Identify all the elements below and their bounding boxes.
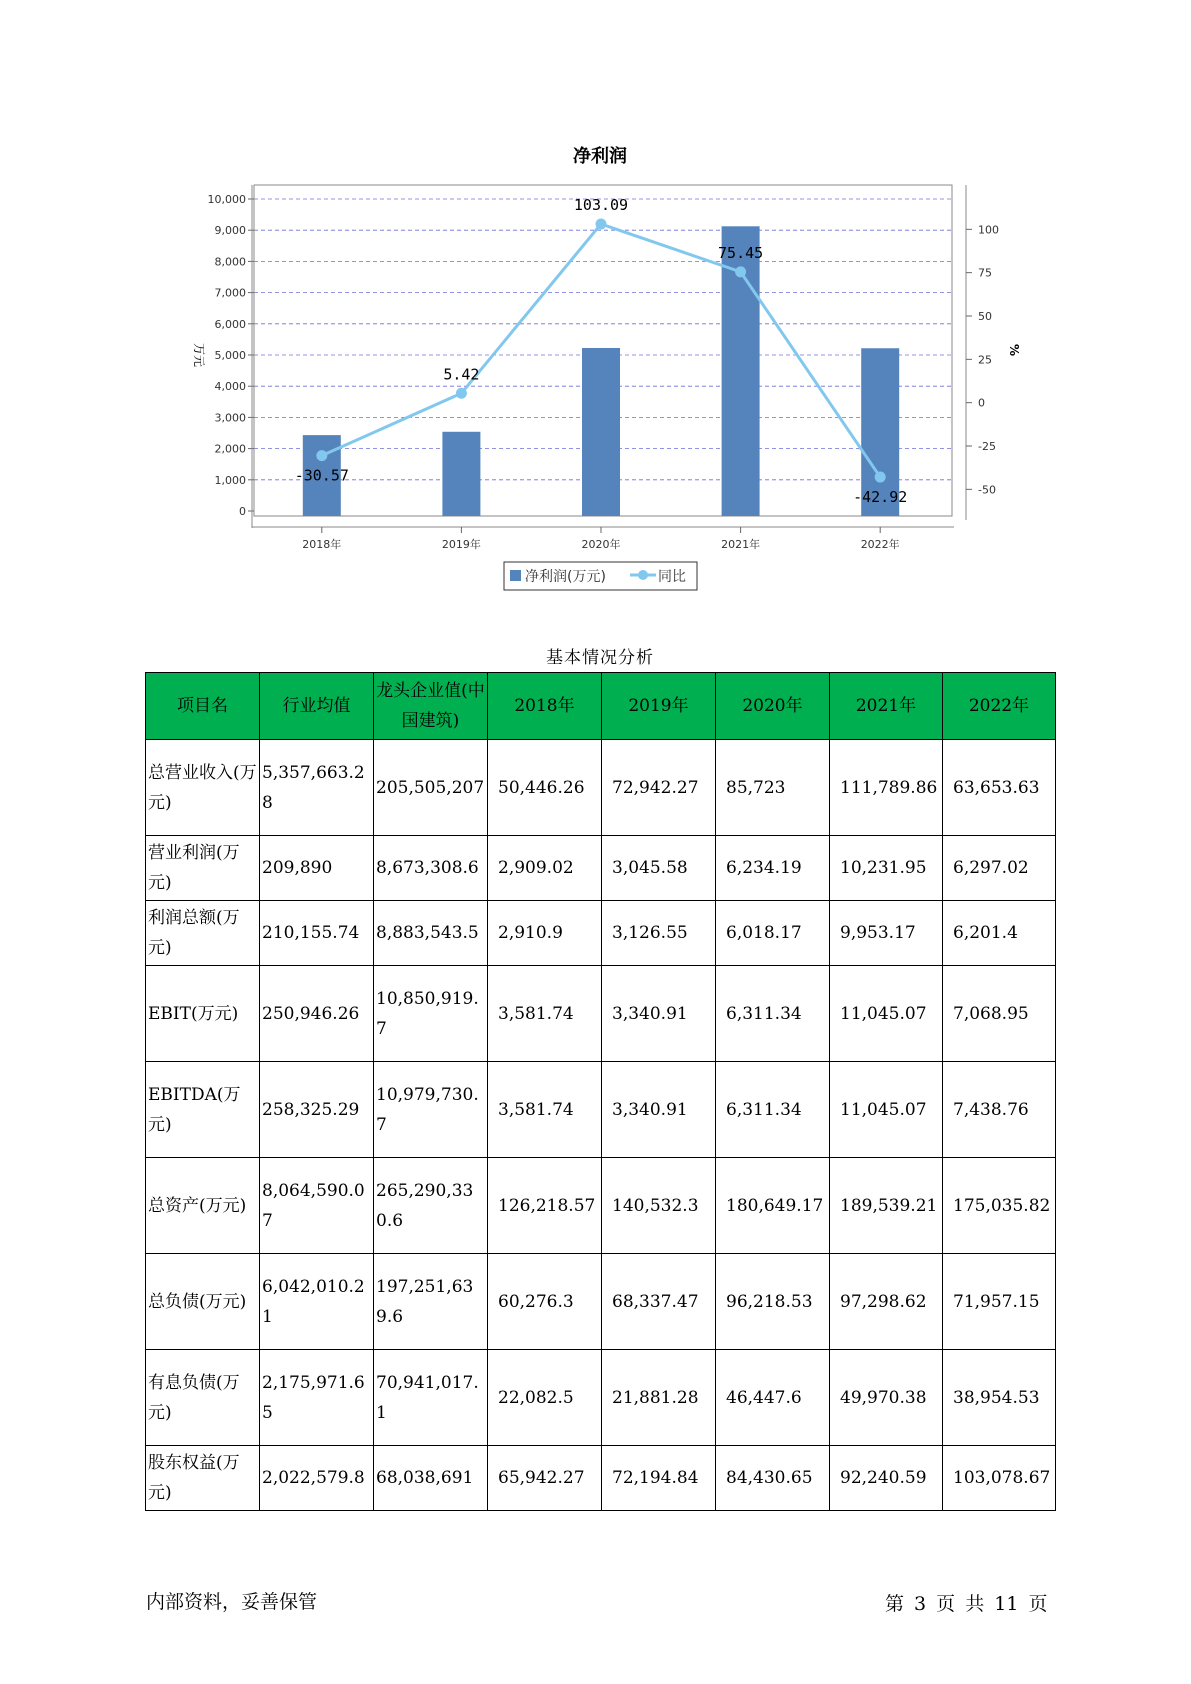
y-tick-label: 2,000 xyxy=(214,442,246,456)
data-label: 75.45 xyxy=(718,243,764,262)
value-cell: 103,078.67 xyxy=(943,1446,1056,1511)
value-cell: 209,890 xyxy=(260,836,374,901)
table-row xyxy=(146,836,1056,901)
row-label-cell: 有息负债(万元) xyxy=(146,1350,260,1446)
value-cell: 97,298.62 xyxy=(830,1254,943,1350)
basic-analysis-table xyxy=(145,672,1056,1511)
value-cell: 22,082.5 xyxy=(488,1350,602,1446)
table-row xyxy=(146,901,1056,966)
y2-tick-label: 25 xyxy=(978,353,992,367)
value-cell: 2,175,971.65 xyxy=(260,1350,374,1446)
value-cell: 126,218.57 xyxy=(488,1158,602,1254)
x-tick-label: 2021年 xyxy=(721,538,761,551)
value-cell: 7,068.95 xyxy=(943,966,1056,1062)
value-cell: 6,018.17 xyxy=(716,901,830,966)
value-cell: 10,231.95 xyxy=(830,836,943,901)
bar xyxy=(582,348,620,516)
y-tick-label: 8,000 xyxy=(214,255,246,269)
table-row xyxy=(146,1350,1056,1446)
x-tick-label: 2018年 xyxy=(302,538,342,551)
value-cell: 2,022,579.8 xyxy=(260,1446,374,1511)
y-tick-label: 6,000 xyxy=(214,317,246,331)
footer-confidential-note: 内部资料，妥善保管 xyxy=(146,1591,318,1613)
value-cell: 7,438.76 xyxy=(943,1062,1056,1158)
header-cell: 项目名 xyxy=(146,673,260,740)
value-cell: 68,038,691 xyxy=(374,1446,488,1511)
value-cell: 3,340.91 xyxy=(602,966,716,1062)
table-header-row xyxy=(146,673,1056,740)
header-cell: 行业均值 xyxy=(260,673,374,740)
value-cell: 8,064,590.07 xyxy=(260,1158,374,1254)
data-label: -30.57 xyxy=(294,466,349,485)
y-tick-label: 1,000 xyxy=(214,473,246,487)
value-cell: 85,723 xyxy=(716,740,830,836)
legend-line-label: 同比 xyxy=(658,569,686,585)
value-cell: 72,942.27 xyxy=(602,740,716,836)
value-cell: 46,447.6 xyxy=(716,1350,830,1446)
value-cell: 6,201.4 xyxy=(943,901,1056,966)
y2-tick-label: 75 xyxy=(978,266,992,280)
y-tick-label: 10,000 xyxy=(207,193,246,206)
value-cell: 38,954.53 xyxy=(943,1350,1056,1446)
y-tick-label: 3,000 xyxy=(214,411,246,425)
value-cell: 6,311.34 xyxy=(716,1062,830,1158)
table-row xyxy=(146,966,1056,1062)
value-cell: 180,649.17 xyxy=(716,1158,830,1254)
value-cell: 2,909.02 xyxy=(488,836,602,901)
value-cell: 11,045.07 xyxy=(830,1062,943,1158)
bar xyxy=(442,432,480,516)
y-axis-label: 万元 xyxy=(192,342,206,368)
table-row xyxy=(146,1446,1056,1511)
header-cell: 2020年 xyxy=(716,673,830,740)
table-row xyxy=(146,1158,1056,1254)
row-label-cell: 总资产(万元) xyxy=(146,1158,260,1254)
y-tick-label: 4,000 xyxy=(214,380,246,394)
value-cell: 3,581.74 xyxy=(488,966,602,1062)
value-cell: 6,234.19 xyxy=(716,836,830,901)
line-point xyxy=(316,450,327,461)
value-cell: 6,311.34 xyxy=(716,966,830,1062)
value-cell: 3,045.58 xyxy=(602,836,716,901)
y-tick-label: 7,000 xyxy=(214,286,246,300)
header-cell: 2021年 xyxy=(830,673,943,740)
header-cell: 龙头企业值(中国建筑) xyxy=(374,673,488,740)
line-point xyxy=(735,266,746,277)
value-cell: 250,946.26 xyxy=(260,966,374,1062)
line-point xyxy=(875,472,886,483)
value-cell: 92,240.59 xyxy=(830,1446,943,1511)
y-tick-label: 9,000 xyxy=(214,224,246,238)
value-cell: 10,850,919.7 xyxy=(374,966,488,1062)
row-label-cell: 总营业收入(万元) xyxy=(146,740,260,836)
value-cell: 68,337.47 xyxy=(602,1254,716,1350)
value-cell: 71,957.15 xyxy=(943,1254,1056,1350)
value-cell: 50,446.26 xyxy=(488,740,602,836)
row-label-cell: 总负债(万元) xyxy=(146,1254,260,1350)
value-cell: 140,532.3 xyxy=(602,1158,716,1254)
chart-title: 净利润 xyxy=(573,146,627,167)
value-cell: 5,357,663.28 xyxy=(260,740,374,836)
legend-bar-swatch xyxy=(510,570,521,581)
value-cell: 8,673,308.6 xyxy=(374,836,488,901)
y2-tick-label: 0 xyxy=(978,396,985,410)
x-tick-label: 2022年 xyxy=(860,538,900,551)
value-cell: 111,789.86 xyxy=(830,740,943,836)
y2-tick-label: -50 xyxy=(978,483,996,497)
row-label-cell: 股东权益(万元) xyxy=(146,1446,260,1511)
value-cell: 3,581.74 xyxy=(488,1062,602,1158)
value-cell: 63,653.63 xyxy=(943,740,1056,836)
value-cell: 258,325.29 xyxy=(260,1062,374,1158)
data-label: -42.92 xyxy=(853,488,908,507)
table-row xyxy=(146,1254,1056,1350)
header-cell: 2022年 xyxy=(943,673,1056,740)
value-cell: 10,979,730.7 xyxy=(374,1062,488,1158)
data-label: 103.09 xyxy=(573,195,629,214)
row-label-cell: EBIT(万元) xyxy=(146,966,260,1062)
value-cell: 2,910.9 xyxy=(488,901,602,966)
chart-legend xyxy=(504,562,697,590)
y2-tick-label: 100 xyxy=(978,223,999,237)
legend-bar-label: 净利润(万元) xyxy=(525,569,606,585)
value-cell: 6,042,010.21 xyxy=(260,1254,374,1350)
y2-axis-label: % xyxy=(1007,343,1021,357)
row-label-cell: 营业利润(万元) xyxy=(146,836,260,901)
y-tick-label: 5,000 xyxy=(214,349,246,362)
y2-tick-label: -25 xyxy=(978,440,996,453)
header-cell: 2018年 xyxy=(488,673,602,740)
data-label: 5.42 xyxy=(443,365,480,384)
row-label-cell: EBITDA(万元) xyxy=(146,1062,260,1158)
line-point xyxy=(456,388,467,399)
table-caption: 基本情况分析 xyxy=(546,648,654,668)
value-cell: 265,290,330.6 xyxy=(374,1158,488,1254)
value-cell: 21,881.28 xyxy=(602,1350,716,1446)
value-cell: 6,297.02 xyxy=(943,836,1056,901)
value-cell: 9,953.17 xyxy=(830,901,943,966)
row-label-cell: 利润总额(万元) xyxy=(146,901,260,966)
value-cell: 70,941,017.1 xyxy=(374,1350,488,1446)
value-cell: 205,505,207 xyxy=(374,740,488,836)
header-cell: 2019年 xyxy=(602,673,716,740)
value-cell: 175,035.82 xyxy=(943,1158,1056,1254)
legend-line-marker xyxy=(638,570,648,580)
x-tick-label: 2020年 xyxy=(581,538,621,551)
x-tick-label: 2019年 xyxy=(441,538,481,551)
value-cell: 8,883,543.5 xyxy=(374,901,488,966)
value-cell: 72,194.84 xyxy=(602,1446,716,1511)
value-cell: 3,340.91 xyxy=(602,1062,716,1158)
value-cell: 210,155.74 xyxy=(260,901,374,966)
value-cell: 197,251,639.6 xyxy=(374,1254,488,1350)
value-cell: 11,045.07 xyxy=(830,966,943,1062)
value-cell: 60,276.3 xyxy=(488,1254,602,1350)
value-cell: 84,430.65 xyxy=(716,1446,830,1511)
value-cell: 3,126.55 xyxy=(602,901,716,966)
footer-page-number: 第 3 页 共 11 页 xyxy=(885,1593,1048,1615)
line-point xyxy=(596,218,607,229)
value-cell: 49,970.38 xyxy=(830,1350,943,1446)
value-cell: 96,218.53 xyxy=(716,1254,830,1350)
y-tick-label: 0 xyxy=(239,505,246,518)
table-row xyxy=(146,1062,1056,1158)
net-profit-chart xyxy=(0,0,1191,600)
table-row xyxy=(146,740,1056,836)
value-cell: 189,539.21 xyxy=(830,1158,943,1254)
value-cell: 65,942.27 xyxy=(488,1446,602,1511)
y2-tick-label: 50 xyxy=(978,310,992,323)
